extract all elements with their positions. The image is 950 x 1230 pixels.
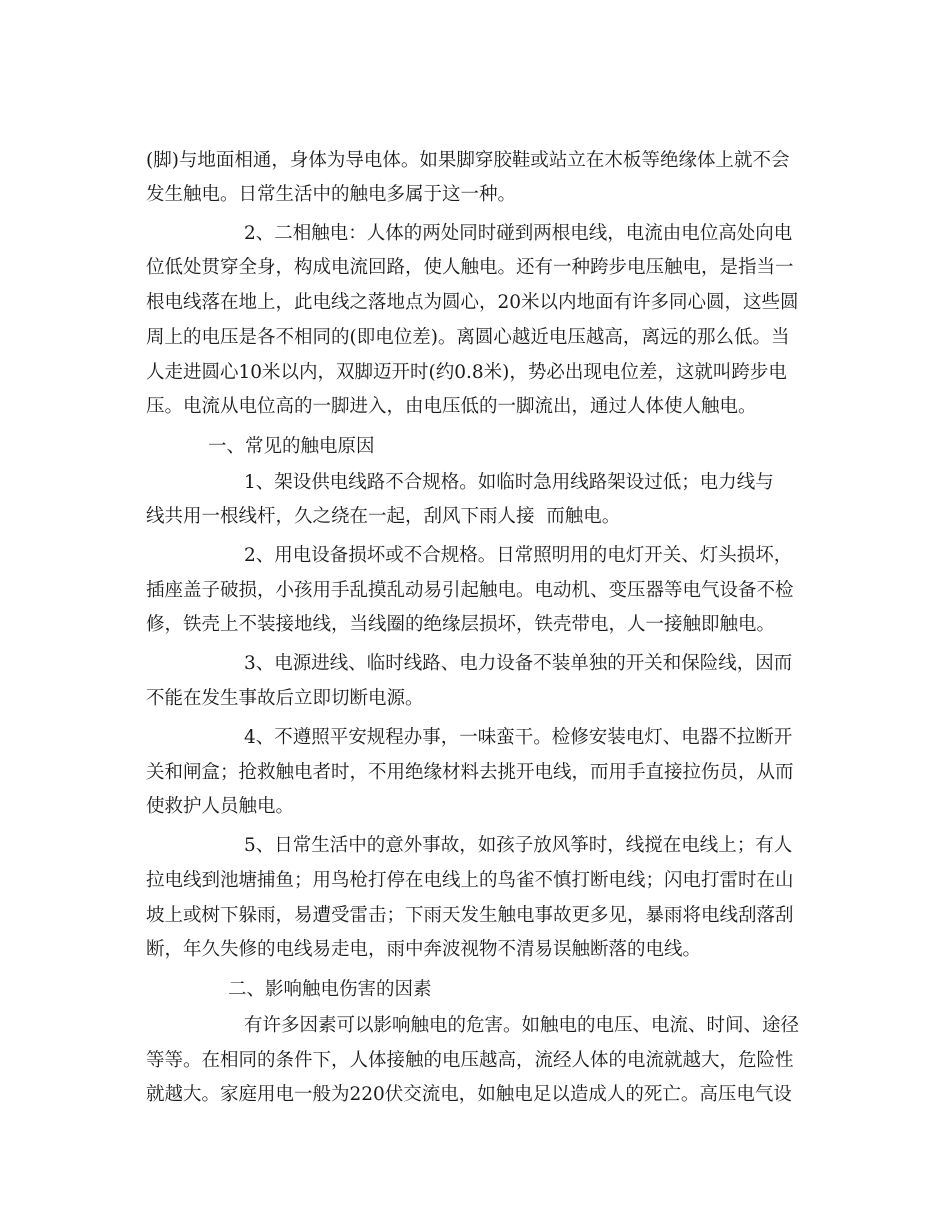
body-line: 使救护人员触电。 [146, 796, 295, 817]
paragraph-line: 有许多因素可以影响触电的危害。如触电的电压、电流、时间、途径 [244, 1015, 800, 1036]
body-line: 等等。在相同的条件下，人体接触的电压越高，流经人体的电流就越大，危险性 [146, 1050, 794, 1071]
paragraph-line: 2、二相触电：人体的两处同时碰到两根电线，电流由电位高处向电 [244, 223, 793, 244]
body-line: (脚)与地面相通，身体为导电体。如果脚穿胶鞋或站立在木板等绝缘体上就不会 [146, 150, 790, 171]
body-line: 周上的电压是各不相同的(即电位差)。离圆心越近电压越高，离远的那么低。当 [146, 327, 790, 348]
paragraph-line: 3、电源进线、临时线路、电力设备不装单独的开关和保险线，因而 [244, 653, 793, 674]
body-line: 压。电流从电位高的一脚进入，由电压低的一脚流出，通过人体使人触电。 [146, 396, 757, 417]
body-line: 位低处贯穿全身，构成电流回路，使人触电。还有一种跨步电压触电，是指当一 [146, 257, 794, 278]
body-line: 线共用一根线杆，久之绕在一起，刮风下雨人接 而触电。 [146, 506, 621, 527]
paragraph-line: 4、不遵照平安规程办事，一味蛮干。检修安装电灯、电器不拉断开 [244, 727, 793, 748]
body-line: 根电线落在地上，此电线之落地点为圆心，20米以内地面有许多同心圆，这些圆 [146, 292, 799, 313]
paragraph-line: 5、日常生活中的意外事故，如孩子放风筝时，线搅在电线上；有人 [244, 835, 793, 856]
paragraph-line: 2、用电设备损坏或不合规格。日常照明用的电灯开关、灯头损坏， [244, 545, 793, 566]
section-heading: 一、常见的触电原因 [208, 436, 375, 457]
body-line: 修，铁壳上不装接地线，当线圈的绝缘层损坏，铁壳带电，人一接触即触电。 [146, 614, 776, 635]
paragraph-line: 1、架设供电线路不合规格。如临时急用线路架设过低；电力线与 [244, 472, 774, 493]
body-line: 关和闸盒；抢救触电者时，不用绝缘材料去挑开电线，而用手直接拉伤员，从而 [146, 762, 794, 783]
body-line: 拉电线到池塘捕鱼；用鸟枪打停在电线上的鸟雀不慎打断电线；闪电打雷时在山 [146, 870, 794, 891]
body-line: 断，年久失修的电线易走电，雨中奔波视物不清易误触断落的电线。 [146, 939, 702, 960]
body-line: 发生触电。日常生活中的触电多属于这一种。 [146, 184, 517, 205]
body-line: 就越大。家庭用电一般为220伏交流电，如触电足以造成人的死亡。高压电气设 [146, 1084, 792, 1105]
body-line: 不能在发生事故后立即切断电源。 [146, 688, 424, 709]
section-heading: 二、影响触电伤害的因素 [228, 979, 432, 1000]
body-line: 插座盖子破损，小孩用手乱摸乱动易引起触电。电动机、变压器等电气设备不检 [146, 580, 794, 601]
body-line: 人走进圆心10米以内，双脚迈开时(约0.8米)，势必出现电位差，这就叫跨步电 [146, 362, 787, 383]
body-line: 坡上或树下躲雨，易遭受雷击；下雨天发生触电事故更多见，暴雨将电线刮落刮 [146, 905, 794, 926]
